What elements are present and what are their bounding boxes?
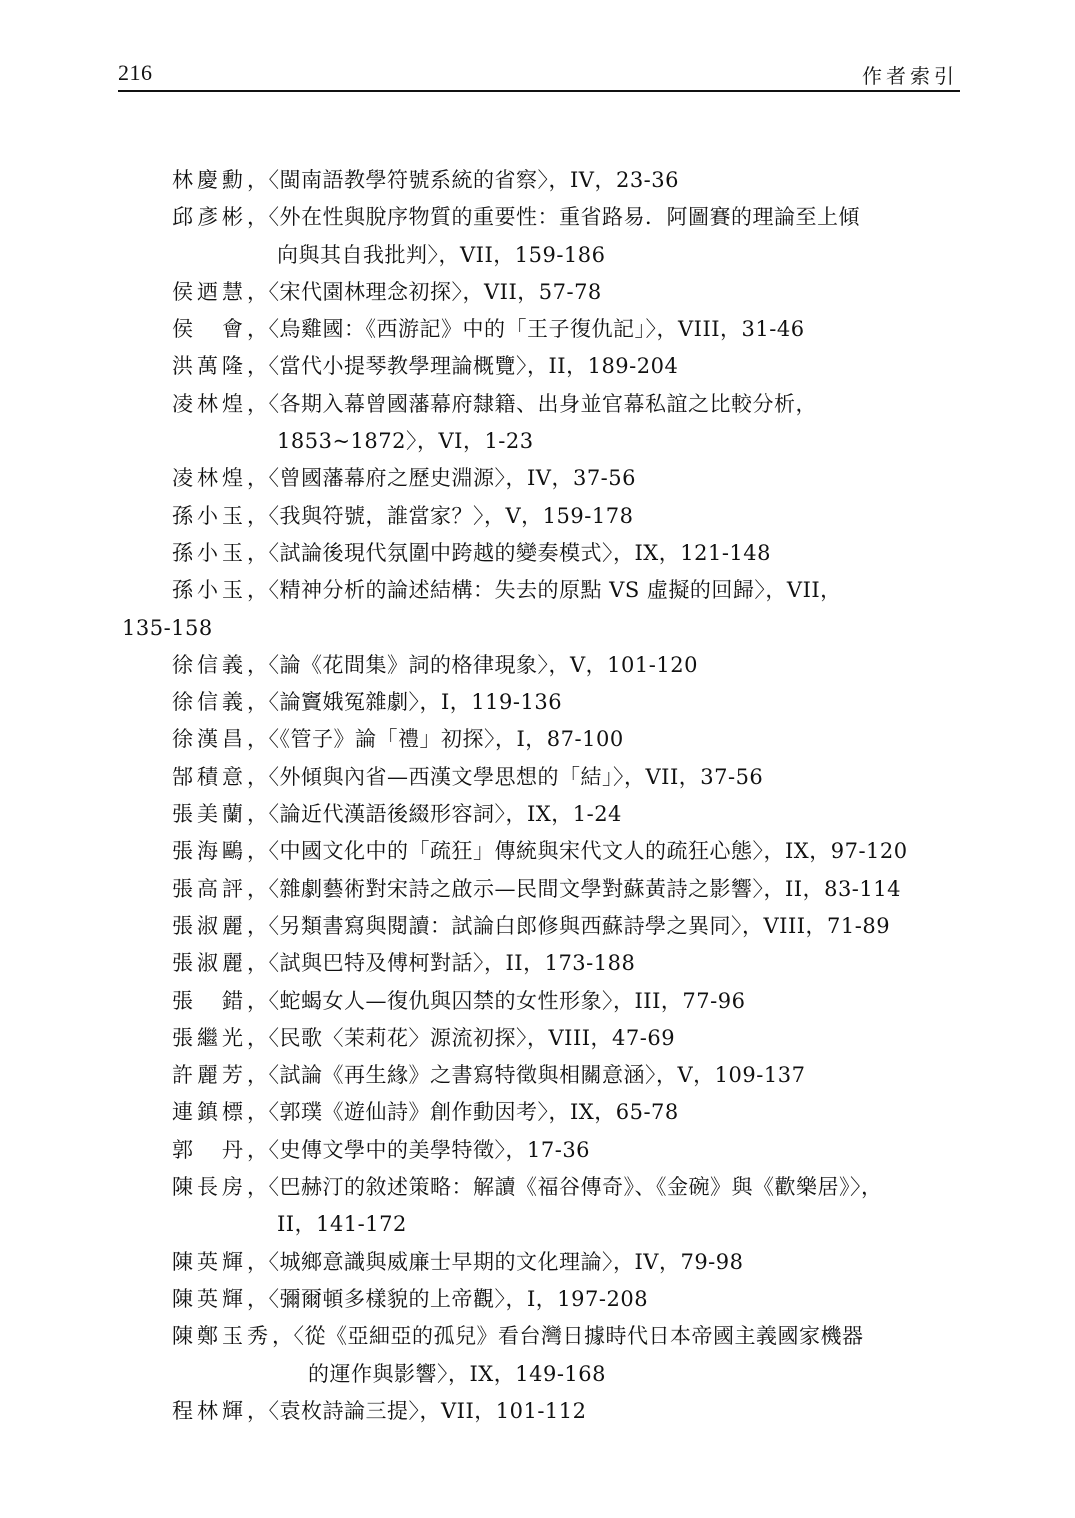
entry-author: 郜積意	[172, 764, 247, 789]
entry-text: ，〈外傾與內省—西漢文學思想的「結」〉，VII，37-56	[247, 764, 764, 789]
entry-text: ，〈試與巴特及傅柯對話〉，II，173-188	[247, 951, 636, 976]
entry-text: ，〈曾國藩幕府之歷史淵源〉，IV，37-56	[247, 466, 636, 491]
index-entry	[122, 1094, 967, 1131]
entry-text: ，〈巴赫汀的敘述策略：解讀《福谷傳奇》、《金碗》與《歡樂居》〉，	[247, 1175, 883, 1200]
entry-author: 徐信義	[172, 652, 247, 677]
index-entry	[122, 1132, 967, 1169]
entry-continuation: 的運作與影響〉，IX，149-168	[308, 1361, 607, 1386]
entry-text: ，〈民歌〈茉莉花〉源流初探〉，VIII，47-69	[247, 1025, 676, 1050]
entry-author: 侯迺慧	[172, 279, 247, 304]
running-head: 作者索引	[862, 64, 958, 88]
entry-author: 邱彥彬	[172, 205, 247, 230]
entry-author: 侯 會	[172, 317, 247, 342]
entry-text: ，〈論竇娥冤雜劇〉，I，119-136	[247, 690, 563, 715]
entry-text: ，〈宋代園林理念初探〉，VII，57-78	[247, 279, 602, 304]
entry-text: ，〈試論後現代氛圍中跨越的變奏模式〉，IX，121-148	[247, 540, 772, 565]
index-entry	[122, 460, 967, 497]
index-entry	[122, 833, 967, 870]
index-entry	[122, 348, 967, 385]
entry-author: 張繼光	[172, 1025, 247, 1050]
entry-author: 張淑麗	[172, 913, 247, 938]
index-entry	[122, 498, 967, 535]
entry-text: ，〈城鄉意識與威廉士早期的文化理論〉，IV，79-98	[247, 1249, 744, 1274]
index-entry	[122, 721, 967, 758]
index-entry	[122, 1281, 967, 1318]
entry-author: 連鎮標	[172, 1100, 247, 1125]
entry-continuation: 135-158	[122, 615, 213, 640]
index-entry	[122, 311, 967, 348]
entry-continuation: 向與其自我批判〉，VII，159-186	[277, 242, 606, 267]
entry-author: 洪萬隆	[172, 354, 247, 379]
entry-author: 張淑麗	[172, 951, 247, 976]
entry-author: 徐漢昌	[172, 727, 247, 752]
entry-text: ，〈《管子》論「禮」初探〉，I，87-100	[247, 727, 624, 752]
index-entry	[122, 1393, 967, 1430]
entry-text: ，〈雜劇藝術對宋詩之啟示—民間文學對蘇黃詩之影響〉，II，83-114	[247, 876, 901, 901]
entry-text: ，〈烏雞國：《西游記》中的「王子復仇記」〉，VIII，31-46	[247, 317, 805, 342]
entry-text: ，〈我與符號，誰當家？〉，V，159-178	[247, 503, 634, 528]
index-entry	[122, 1169, 967, 1244]
entry-text: ，〈當代小提琴教學理論概覽〉，II，189-204	[247, 354, 679, 379]
entry-author: 張高評	[172, 876, 247, 901]
entry-author: 陳英輝	[172, 1286, 247, 1311]
entry-author: 陳長房	[172, 1175, 247, 1200]
index-entry	[122, 796, 967, 833]
entry-author: 陳英輝	[172, 1249, 247, 1274]
index-entry	[122, 647, 967, 684]
entry-text: ，〈郭璞《遊仙詩》創作動因考〉，IX，65-78	[247, 1100, 679, 1125]
index-entry	[122, 572, 967, 647]
index-entry	[122, 908, 967, 945]
entry-author: 陳鄭玉秀	[172, 1324, 272, 1349]
index-entry	[122, 1318, 967, 1393]
entry-author: 林慶勳	[172, 168, 247, 192]
entry-text: ，〈精神分析的論述結構：失去的原點 VS 虛擬的回歸〉，VII，	[247, 578, 842, 603]
entry-author: 張 錯	[172, 988, 247, 1013]
entry-author: 孫小玉	[172, 503, 247, 528]
entry-author: 郭 丹	[172, 1137, 247, 1162]
author-index-list	[122, 162, 967, 1430]
entry-author: 凌林煌	[172, 391, 247, 416]
index-entry	[122, 983, 967, 1020]
entry-continuation: 1853~1872〉，VI，1-23	[277, 429, 534, 454]
entry-text: ，〈從《亞細亞的孤兒》看台灣日據時代日本帝國主義國家機器	[272, 1324, 864, 1349]
entry-text: ，〈彌爾頓多樣貌的上帝觀〉，I，197-208	[247, 1286, 649, 1311]
entry-text: ，〈蛇蝎女人—復仇與囚禁的女性形象〉，III，77-96	[247, 988, 746, 1013]
entry-author: 許麗芳	[172, 1063, 247, 1088]
entry-text: ，〈中國文化中的「疏狂」傳統與宋代文人的疏狂心態〉，IX，97-120	[247, 839, 908, 864]
index-entry	[122, 1020, 967, 1057]
entry-text: ，〈論《花間集》詞的格律現象〉，V，101-120	[247, 652, 698, 677]
entry-text: ，〈另類書寫與閱讀：試論白郎修與西蘇詩學之異同〉，VIII，71-89	[247, 913, 891, 938]
index-entry	[122, 1057, 967, 1094]
index-entry	[122, 386, 967, 461]
entry-text: ，〈閩南語教學符號系統的省察〉，IV，23-36	[247, 168, 679, 192]
index-entry	[122, 684, 967, 721]
entry-author: 張海鷗	[172, 839, 247, 864]
index-entry	[122, 199, 967, 274]
index-entry	[122, 871, 967, 908]
index-entry	[122, 535, 967, 572]
index-entry	[122, 274, 967, 311]
entry-text: ，〈袁枚詩論三提〉，VII，101-112	[247, 1398, 587, 1423]
entry-author: 凌林煌	[172, 466, 247, 491]
entry-continuation: II，141-172	[277, 1212, 407, 1237]
entry-author: 張美蘭	[172, 802, 247, 827]
index-entry	[122, 1244, 967, 1281]
index-entry	[122, 759, 967, 796]
entry-author: 程林輝	[172, 1398, 247, 1423]
entry-text: ，〈論近代漢語後綴形容詞〉，IX，1-24	[247, 802, 622, 827]
entry-text: ，〈試論《再生緣》之書寫特徵與相關意涵〉，V，109-137	[247, 1063, 806, 1088]
index-entry	[122, 945, 967, 982]
entry-author: 孫小玉	[172, 578, 247, 603]
entry-text: ，〈史傳文學中的美學特徵〉，17-36	[247, 1137, 591, 1162]
entry-author: 孫小玉	[172, 540, 247, 565]
page-number: 216	[118, 60, 153, 85]
entry-text: ，〈外在性與脫序物質的重要性：重省路易．阿圖賽的理論至上傾	[247, 205, 860, 230]
entry-author: 徐信義	[172, 690, 247, 715]
index-entry	[122, 162, 967, 199]
page-header	[118, 58, 960, 92]
entry-text: ，〈各期入幕曾國藩幕府隸籍、出身並官幕私誼之比較分析，	[247, 391, 817, 416]
